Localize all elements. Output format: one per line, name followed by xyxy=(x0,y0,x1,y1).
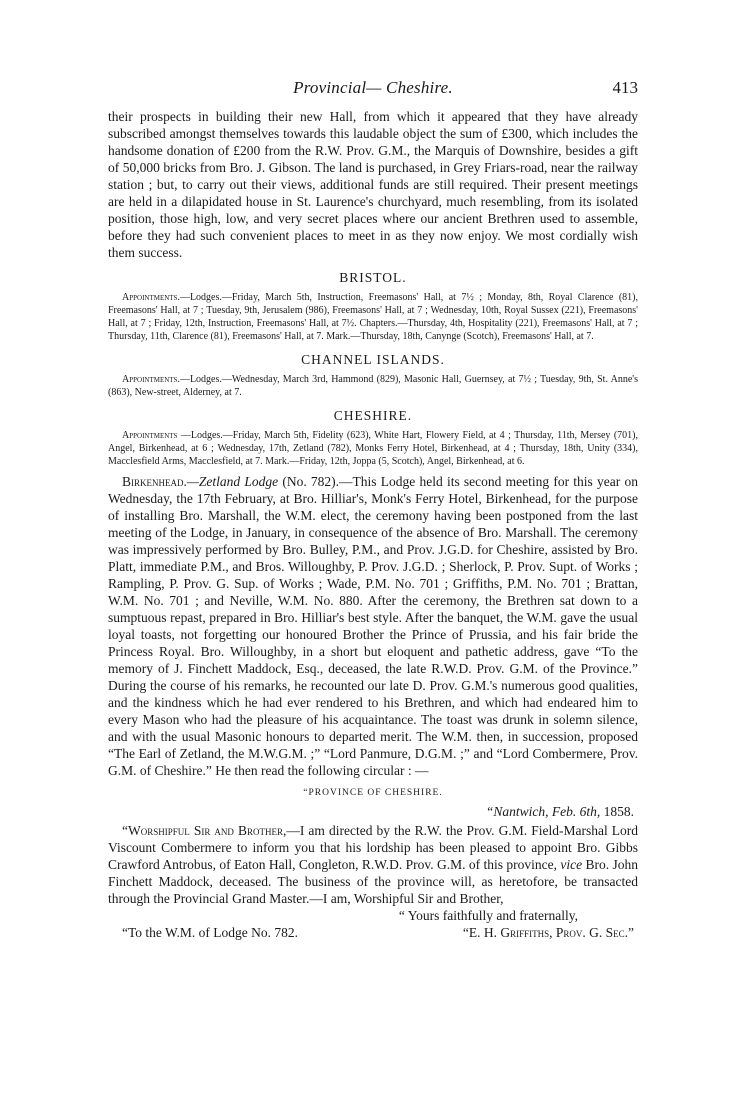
circular-text-end: Bro. John Finchett Maddock, deceased. The business of the province will, as heretofore, be transacted through the Provincial Grand Master.—I am, Worshipful Sir and Brother, xyxy=(108,857,638,906)
section-heading-channel-islands: CHANNEL ISLANDS. xyxy=(301,352,445,367)
appointments-label: Appointments. xyxy=(122,374,180,385)
circular-closing: “ Yours faithfully and fraternally, xyxy=(398,908,578,923)
birkenhead-report xyxy=(108,473,638,779)
section-heading-cheshire: CHESHIRE. xyxy=(333,408,413,423)
appointments-label: Appointments. xyxy=(122,292,180,303)
bristol-appointments xyxy=(108,291,638,343)
circular-heading: “PROVINCE OF CHESHIRE. xyxy=(303,788,443,798)
birkenhead-report-text: (No. 782).—This Lodge held its second meeting for this year on Wednesday, the 17th February, at Bro. Hilliar's, Monk's Ferry Hotel, Birkenhead, for the purpose of installing Bro. Marshall, the W.M. elect, the ceremony having been postponed from the last meeting of the Lodge, in January, in consequence of the absence of Bro. Marshall. The ceremony was impressively performed by Bro. Bulley, P.M., and Prov. J.G.D. for Cheshire, assisted by Bro. Platt, immediate P.M., and Bros. Willoughby, P. Prov. J.G.D. ; Sherlock, P. Prov. Supt. of Works ; Rampling, P. Prov. G. Sup. of Works ; Wade, P.M. No. 701 ; Griffiths, P.M. No. 701 ; Brattan, W.M. No. 701 ; and Neville, W.M. No. 880. After the ceremony, the Brethren sat down to a sumptuous repast, prepared in Bro. Hilliar's best style. After the banquet, the W.M. gave the usual loyal toasts, not forgetting our honoured Brother the Prince of Prussia, and his fair bride the Princess Royal. Bro. Willoughby, in a short but eloquent and pathetic address, gave “To the memory of J. Finchett Maddock, Esq., deceased, the late R.W.D. Prov. G.M. of the Province.” During the course of his remarks, he recounted our late D. Prov. G.M.'s numerous good qualities, and the kindness which he had ever rendered to his Brethren, and which had endeared him to every Mason who had the pleasure of his acquaintance. The toast was drunk in solemn silence, and with the usual Masonic honours to departed merit. The W.M. then, in succession, proposed “The Earl of Zetland, the M.W.G.M. ;” “Lord Panmure, D.G.M. ;” and “Lord Combermere, Prov. G.M. of Cheshire.” He then read the following circular : — xyxy=(108,474,638,778)
circular-dateline xyxy=(108,803,634,820)
dateline-place: “Nantwich, Feb. 6th, xyxy=(485,804,601,819)
channel-islands-appointments-text: —Lodges.—Wednesday, March 3rd, Hammond (829), Masonic Hall, Guernsey, at 7½ ; Tuesday, 9th, St. Anne's (863), New-street, Alderney, at 7. xyxy=(108,374,638,398)
circular-salutation: “Worshipful Sir and Brother, xyxy=(122,823,287,838)
section-heading-bristol: BRISTOL. xyxy=(339,270,407,285)
running-head xyxy=(108,78,638,108)
signature-line xyxy=(108,924,638,942)
circular-text: —I am directed by the R.W. the Prov. G.M. Field-Marshal Lord Viscount Combermere to inform you that his lordship has been pleased to appoint Bro. Gibbs Crawford Antrobus, of Eaton Hall, Congleton, R.W.D. Prov. G.M. of this province, xyxy=(108,823,639,872)
dateline-year: 1858. xyxy=(600,804,634,819)
circular-addressee: “To the W.M. of Lodge No. 782. xyxy=(122,925,299,940)
document-page xyxy=(108,78,638,942)
lodge-name: —Zetland Lodge xyxy=(186,474,279,489)
circular-body xyxy=(108,822,638,907)
place-name: Birkenhead. xyxy=(122,474,187,489)
running-title: Provincial— Cheshire. xyxy=(293,78,453,97)
channel-islands-appointments xyxy=(108,373,638,399)
vice-word: vice xyxy=(560,857,583,872)
appointments-label: Appointments xyxy=(122,430,178,441)
bristol-appointments-text: —Lodges.—Friday, March 5th, Instruction, Freemasons' Hall, at 7½ ; Monday, 8th, Royal Clarence (81), Freemasons' Hall, at 7 ; Tuesday, 9th, Jerusalem (986), Freemasons' Hall, at 7 ; Wednesday, 10th, Royal Sussex (221), Freemasons' Hall, at 7 ; Friday, 12th, Instruction, Freemasons' Hall, at 7½. Chapters.—Thursday, 4th, Hospitality (221), Freemasons' Hall, at 7 ; Thursday, 11th, Clarence (81), Freemasons' Hall, at 7. Mark.—Thursday, 18th, Canynge (Scotch), Freemasons' Hall, at 7. xyxy=(108,292,638,342)
intro-paragraph: their prospects in building their new Hall, from which it appeared that they have already subscribed amongst themselves towards this laudable object the sum of £300, which includes the handsome donation of £200 from the R.W. Prov. G.M., the Marquis of Downshire, besides a gift of 50,000 bricks from Bro. J. Gibson. The land is purchased, in Grey Friars-road, near the railway station ; but, to carry out their views, additional funds are still required. Their present meetings are held in a dilapidated house in St. Laurence's churchyard, much resembling, from its isolated position, those high, low, and very secret places where our ancient Brethren used to assemble, before they had such convenient places to meet in as they now enjoy. We most cordially wish them success. xyxy=(108,109,638,260)
page-number: 413 xyxy=(612,78,638,97)
circular-signature: “E. H. Griffiths, Prov. G. Sec.” xyxy=(462,925,634,940)
cheshire-appointments-text: —Lodges.—Friday, March 5th, Fidelity (623), White Hart, Flowery Field, at 4 ; Thursday, 11th, Mersey (701), Angel, Birkenhead, at 6 ; Wednesday, 17th, Zetland (782), Monks Ferry Hotel, Birkenhead, at 4 ; Thursday, 18th, Unity (334), Macclesfield Arms, Macclesfield, at 7. Mark.—Friday, 12th, Joppa (5, Scotch), Angel, Birkenhead, at 6. xyxy=(108,430,638,467)
cheshire-appointments xyxy=(108,429,638,468)
